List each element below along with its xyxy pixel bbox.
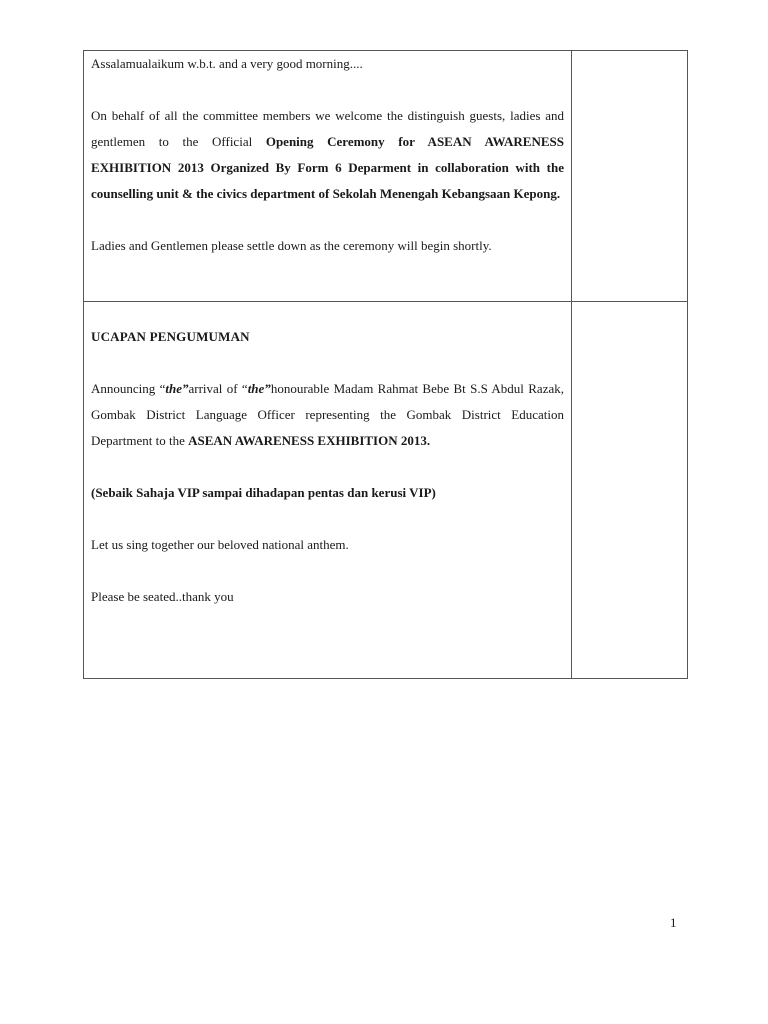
ceremony-script-table — [83, 50, 688, 679]
table-row — [84, 302, 688, 679]
vip-note-text: (Sebaik Sahaja VIP sampai dihadapan pentas dan kerusi VIP) — [91, 485, 436, 500]
announcement-text-3: honourable Madam Rahmat Bebe Bt S.S Abdul Razak, Gombak District Language Officer representing the Gombak District Education Department to the — [91, 381, 564, 448]
script-cell — [84, 302, 572, 679]
table-row — [84, 51, 688, 302]
greeting-text: Assalamualaikum w.b.t. and a very good morning.... — [91, 56, 363, 71]
announcement-text-1: Announcing “ — [91, 381, 166, 396]
welcome-text: On behalf of all the committee members we welcome the distinguish guests, ladies and gentlemen to the Official — [91, 108, 564, 149]
announcement-text-2: arrival of “ — [188, 381, 248, 396]
seated-text: Please be seated..thank you — [91, 589, 234, 604]
notes-cell — [572, 51, 688, 302]
announcement-paragraph — [91, 376, 564, 454]
emphasis-the-2: the” — [247, 381, 271, 396]
vip-note — [91, 480, 564, 506]
script-cell — [84, 51, 572, 302]
anthem-text: Let us sing together our beloved national anthem. — [91, 537, 349, 552]
welcome-paragraph — [91, 103, 564, 207]
emphasis-the-1: the” — [165, 381, 189, 396]
notes-cell — [572, 302, 688, 679]
section-heading: UCAPAN PENGUMUMAN — [91, 329, 250, 344]
page-number: 1 — [670, 915, 677, 930]
event-title-bold: Opening Ceremony for ASEAN AWARENESS EXHIBITION 2013 Organized By Form 6 Deparment in collaboration with the counselling unit & the civics department of Sekolah Menengah Kebangsaan Kepong. — [91, 134, 564, 201]
settle-down-text: Ladies and Gentlemen please settle down as the ceremony will begin shortly. — [91, 238, 492, 253]
exhibition-title-bold: ASEAN AWARENESS EXHIBITION 2013. — [188, 433, 431, 448]
